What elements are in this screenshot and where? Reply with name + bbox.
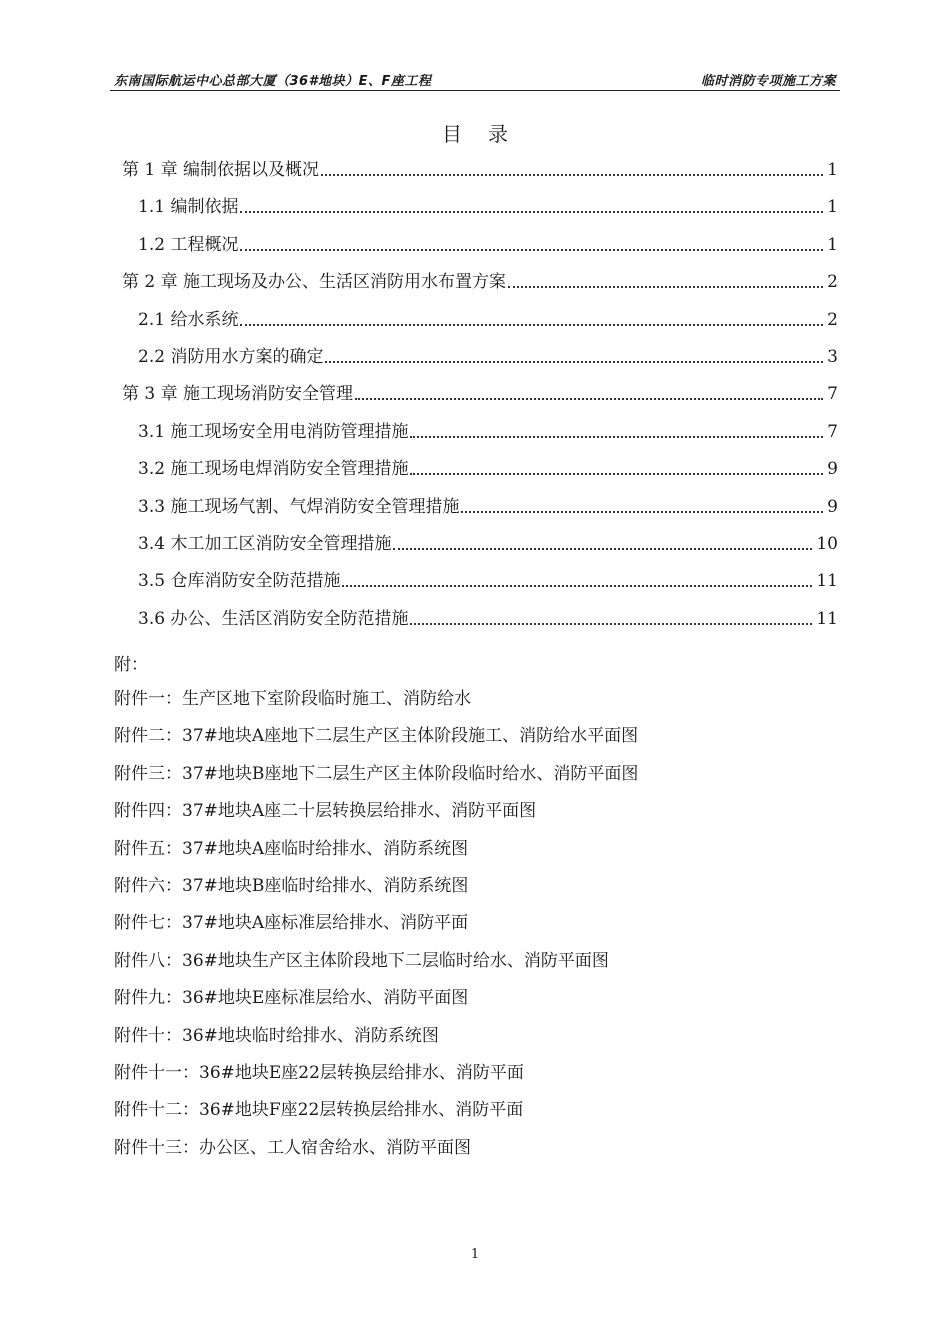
toc-entry-title: 2.2 消防用水方案的确定 xyxy=(138,347,324,367)
toc-entry-page: 9 xyxy=(827,496,838,517)
toc-leader-dots xyxy=(240,211,823,213)
appendix-item: 附件三：37#地块B座地下二层生产区主体阶段临时给水、消防平面图 xyxy=(114,763,639,784)
toc-entry-page: 1 xyxy=(827,160,838,180)
toc-entry-title: 1.2 工程概况 xyxy=(138,234,239,255)
toc-entry-title: 第 2 章 施工现场及办公、生活区消防用水布置方案 xyxy=(122,272,507,293)
toc-entry-page: 9 xyxy=(827,459,838,480)
toc-entry-title: 3.6 办公、生活区消防安全防范措施 xyxy=(138,608,409,629)
toc-chapter-entry[interactable] xyxy=(122,267,838,293)
toc-leader-dots xyxy=(240,249,823,251)
toc-leader-dots xyxy=(325,361,823,363)
toc-section-entry[interactable] xyxy=(138,342,838,368)
toc-entry-title: 3.3 施工现场气割、气焊消防安全管理措施 xyxy=(138,496,460,517)
toc-entry-page: 2 xyxy=(827,309,838,330)
toc-entry-title: 3.1 施工现场安全用电消防管理措施 xyxy=(138,421,409,442)
toc-entry-page: 7 xyxy=(827,421,838,442)
toc-entry-title: 3.4 木工加工区消防安全管理措施 xyxy=(138,534,392,554)
toc-leader-dots xyxy=(461,511,823,513)
toc-title: 目录 xyxy=(442,122,534,146)
appendix-item: 附件七：37#地块A座标准层给排水、消防平面 xyxy=(114,913,469,934)
page-number: 1 xyxy=(470,1247,480,1262)
toc-entry-page: 1 xyxy=(827,234,838,255)
toc-entry-title: 3.5 仓库消防安全防范措施 xyxy=(138,571,341,592)
appendix-item: 附件二：37#地块A座地下二层生产区主体阶段施工、消防给水平面图 xyxy=(114,726,639,747)
toc-leader-dots xyxy=(240,324,823,326)
appendix-item: 附件十二：36#地块F座22层转换层给排水、消防平面 xyxy=(114,1100,524,1121)
page-header xyxy=(110,68,840,91)
header-project-title: 东南国际航运中心总部大厦（36#地块）E、F座工程 xyxy=(114,74,432,89)
toc-entry-title: 2.1 给水系统 xyxy=(138,309,239,330)
appendix-item: 附件八：36#地块生产区主体阶段地下二层临时给水、消防平面图 xyxy=(114,950,609,971)
toc-entry-page: 2 xyxy=(827,272,838,293)
header-document-title: 临时消防专项施工方案 xyxy=(700,74,836,89)
toc-leader-dots xyxy=(410,623,812,625)
appendix-item: 附件六：37#地块B座临时给排水、消防系统图 xyxy=(114,876,469,896)
toc-section-entry[interactable] xyxy=(138,454,838,480)
toc-section-entry[interactable] xyxy=(138,305,838,331)
toc-entry-page: 11 xyxy=(816,608,838,629)
toc-leader-dots xyxy=(342,585,812,587)
toc-leader-dots xyxy=(393,548,812,550)
toc-entry-page: 7 xyxy=(827,384,838,405)
appendix-item: 附件四：37#地块A座二十层转换层给排水、消防平面图 xyxy=(114,801,537,822)
toc-leader-dots xyxy=(508,286,823,288)
toc-section-entry[interactable] xyxy=(138,529,838,555)
toc-leader-dots xyxy=(355,398,823,400)
toc-chapter-entry[interactable] xyxy=(122,379,838,405)
toc-leader-dots xyxy=(410,473,823,475)
toc-chapter-entry[interactable] xyxy=(122,155,838,181)
appendix-item: 附件九：36#地块E座标准层给水、消防平面图 xyxy=(114,988,469,1009)
toc-section-entry[interactable] xyxy=(138,230,838,256)
toc-section-entry[interactable] xyxy=(138,192,838,218)
toc-section-entry[interactable] xyxy=(138,604,838,630)
toc-section-entry[interactable] xyxy=(138,417,838,443)
appendix-item: 附件十：36#地块临时给排水、消防系统图 xyxy=(114,1025,439,1046)
toc-section-entry[interactable] xyxy=(138,492,838,518)
toc-entry-page: 10 xyxy=(816,534,838,554)
appendix-item: 附件五：37#地块A座临时给排水、消防系统图 xyxy=(114,838,469,859)
toc-entry-page: 3 xyxy=(827,347,838,367)
appendix-item: 附件十三：办公区、工人宿舍给水、消防平面图 xyxy=(114,1137,471,1158)
toc-entry-title: 1.1 编制依据 xyxy=(138,197,239,218)
toc-section-entry[interactable] xyxy=(138,566,838,592)
appendix-item: 附件十一：36#地块E座22层转换层给排水、消防平面 xyxy=(114,1063,524,1083)
toc-leader-dots xyxy=(410,436,823,438)
toc-entry-title: 第 3 章 施工现场消防安全管理 xyxy=(122,384,354,405)
toc-leader-dots xyxy=(321,174,823,176)
appendix-label: 附： xyxy=(114,655,148,675)
toc-entry-title: 第 1 章 编制依据以及概况 xyxy=(122,160,320,180)
toc-entry-page: 11 xyxy=(816,571,838,592)
toc-entry-title: 3.2 施工现场电焊消防安全管理措施 xyxy=(138,459,409,480)
toc-entry-page: 1 xyxy=(827,197,838,218)
appendix-item: 附件一：生产区地下室阶段临时施工、消防给水 xyxy=(114,689,471,709)
